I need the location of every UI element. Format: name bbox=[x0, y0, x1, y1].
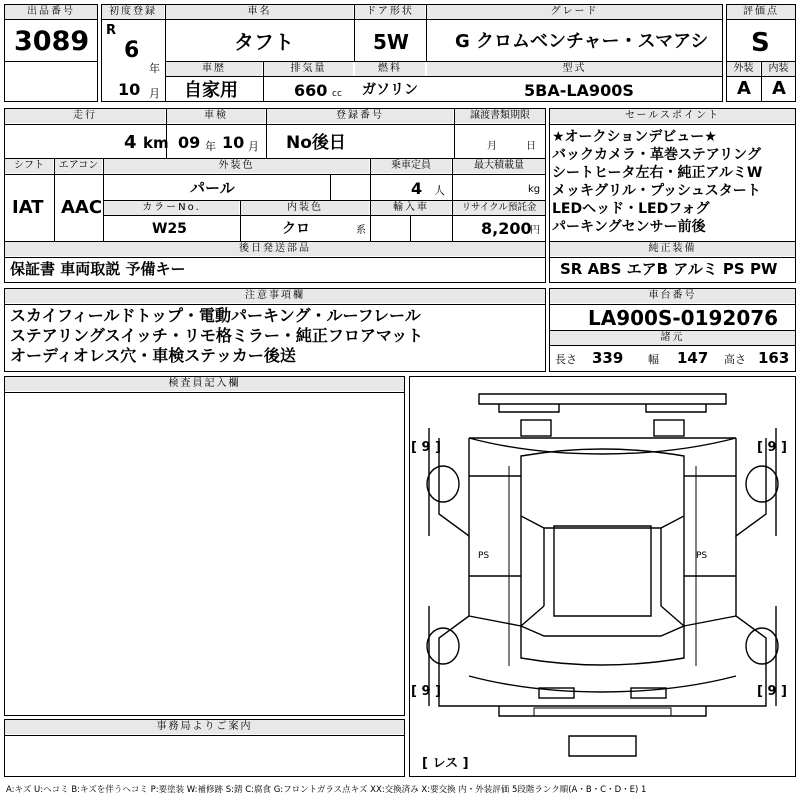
notes-line: スカイフィールドトップ・電動パーキング・ルーフレール bbox=[10, 306, 421, 325]
notes-line: ステアリングスイッチ・リモ格ミラー・純正フロアマット bbox=[10, 326, 424, 345]
recycle-unit: 円 bbox=[530, 225, 540, 236]
shift-value: IAT bbox=[12, 197, 44, 218]
capacity-label: 乗車定員 bbox=[371, 159, 451, 173]
width-value: 147 bbox=[677, 349, 709, 367]
notes-label: 注意事項欄 bbox=[5, 289, 545, 303]
ps-right: PS bbox=[696, 551, 708, 561]
dims-label: 諸元 bbox=[550, 331, 795, 345]
inspection-month-unit: 月 bbox=[248, 140, 259, 153]
regno-value: No後日 bbox=[286, 133, 346, 153]
int-color-label: 内装色 bbox=[241, 201, 369, 215]
sales-line: シートヒータ左右・純正アルミW bbox=[552, 165, 763, 181]
sales-label: セールスポイント bbox=[550, 109, 795, 123]
load-unit: kg bbox=[528, 184, 541, 195]
transfer-label: 譲渡書類期限 bbox=[455, 109, 545, 123]
sales-line: メッキグリル・プッシュスタート bbox=[552, 183, 761, 199]
displacement-label: 排気量 bbox=[264, 62, 353, 76]
displacement-unit: cc bbox=[332, 89, 342, 99]
door-value: 5W bbox=[373, 30, 409, 54]
height-label: 高さ bbox=[724, 353, 746, 366]
inspection-year: 09 bbox=[178, 133, 201, 152]
later-parts-value: 保証書 車両取説 予備キー bbox=[10, 260, 186, 278]
sales-line: ★オークションデビュー★ bbox=[552, 129, 717, 145]
sales-line: パーキングセンサー前後 bbox=[552, 219, 706, 235]
door-label: ドア形状 bbox=[355, 5, 425, 19]
equipment-value: SR ABS エアB アルミ PS PW bbox=[560, 260, 778, 278]
first-reg-month-unit: 月 bbox=[149, 87, 160, 100]
later-parts-label: 後日発送部品 bbox=[5, 242, 545, 256]
chassis-value: LA900S-0192076 bbox=[588, 306, 779, 330]
score-label: 評価点 bbox=[727, 5, 795, 19]
car-name-label: 車名 bbox=[166, 5, 353, 19]
first-reg-year-unit: 年 bbox=[149, 62, 160, 75]
color-label: 外装色 bbox=[104, 159, 369, 173]
mileage-value: 4 bbox=[124, 132, 137, 153]
recycle-value: 8,200 bbox=[481, 219, 532, 238]
tire-rear-left: [ 9 ] bbox=[411, 684, 441, 699]
sales-line: バックカメラ・革巻ステアリング bbox=[552, 147, 761, 163]
capacity-value: 4 bbox=[411, 179, 423, 198]
score-value: S bbox=[751, 28, 770, 58]
lot-label: 出品番号 bbox=[5, 5, 97, 19]
mileage-label: 走行 bbox=[5, 109, 165, 123]
legend-text: A:キズ U:ヘコミ B:キズを伴うヘコミ P:要塗装 W:補修跡 S:錆 C:腐食 G:フロントガラス点キズ XX:交換済み X:要交換 内・外装評価 5段階ランク順(A・B・C・D・E) 1 bbox=[6, 785, 647, 795]
inspection-year-unit: 年 bbox=[205, 140, 216, 153]
ac-label: エアコン bbox=[55, 159, 102, 173]
inspection-month: 10 bbox=[222, 133, 245, 152]
width-label: 幅 bbox=[648, 353, 659, 366]
fuel-label: 燃料 bbox=[355, 62, 425, 76]
color-no-label: カラーNo. bbox=[104, 201, 239, 215]
notes-line: オーディオレス穴・車検ステッカー後送 bbox=[10, 346, 296, 365]
displacement-value: 660 bbox=[294, 81, 328, 100]
ps-left: PS bbox=[478, 551, 490, 561]
inspector-label: 検査員記入欄 bbox=[5, 377, 404, 391]
inspector-box bbox=[4, 376, 405, 716]
shift-label: シフト bbox=[5, 159, 53, 173]
spare-tire: [ レス ] bbox=[422, 756, 469, 771]
ext-label: 外装 bbox=[727, 62, 760, 76]
lot-number: 3089 bbox=[14, 26, 90, 57]
height-value: 163 bbox=[758, 349, 790, 367]
color-no-value: W25 bbox=[152, 221, 187, 237]
mileage-unit: km bbox=[143, 134, 169, 152]
ext-value: A bbox=[737, 78, 751, 99]
car-name: タフト bbox=[234, 30, 294, 54]
tire-front-left: [ 9 ] bbox=[411, 440, 441, 455]
tire-front-right: [ 9 ] bbox=[757, 440, 787, 455]
era-mark: R bbox=[106, 23, 117, 38]
tire-rear-right: [ 9 ] bbox=[757, 684, 787, 699]
length-label: 長さ bbox=[555, 353, 577, 366]
color-value: パール bbox=[190, 179, 235, 197]
ac-value: AAC bbox=[61, 197, 103, 218]
history-label: 車歴 bbox=[166, 62, 262, 76]
model-label: 型式 bbox=[427, 62, 722, 76]
inspection-label: 車検 bbox=[167, 109, 265, 123]
import-label: 輸入車 bbox=[371, 201, 451, 215]
grade-label: グレード bbox=[427, 5, 722, 19]
first-reg-month: 10 bbox=[118, 80, 141, 99]
transfer-month-unit: 月 bbox=[487, 141, 497, 152]
capacity-unit: 人 bbox=[434, 184, 445, 197]
int-color-unit: 系 bbox=[356, 225, 366, 236]
sales-line: LEDヘッド・LEDフォグ bbox=[552, 201, 710, 217]
model-value: 5BA-LA900S bbox=[524, 81, 634, 100]
recycle-label: リサイクル預託金 bbox=[453, 201, 545, 215]
length-value: 339 bbox=[592, 349, 624, 367]
first-reg-year: 6 bbox=[124, 38, 140, 63]
regno-label: 登録番号 bbox=[267, 109, 453, 123]
grade-value: G クロムベンチャー・スマアシ bbox=[455, 31, 709, 52]
first-reg-label: 初度登録 bbox=[102, 5, 164, 19]
office-label: 事務局よりご案内 bbox=[5, 720, 404, 734]
fuel-value: ガソリン bbox=[362, 82, 418, 98]
load-label: 最大積載量 bbox=[453, 159, 545, 173]
chassis-label: 車台番号 bbox=[550, 289, 795, 303]
equipment-label: 純正装備 bbox=[550, 242, 795, 256]
int-label: 内装 bbox=[762, 62, 795, 76]
int-color-value: クロ bbox=[282, 221, 310, 237]
car-body-diagram bbox=[409, 376, 796, 777]
int-value: A bbox=[772, 78, 786, 99]
transfer-day-unit: 日 bbox=[526, 141, 536, 152]
history-value: 自家用 bbox=[184, 80, 238, 101]
